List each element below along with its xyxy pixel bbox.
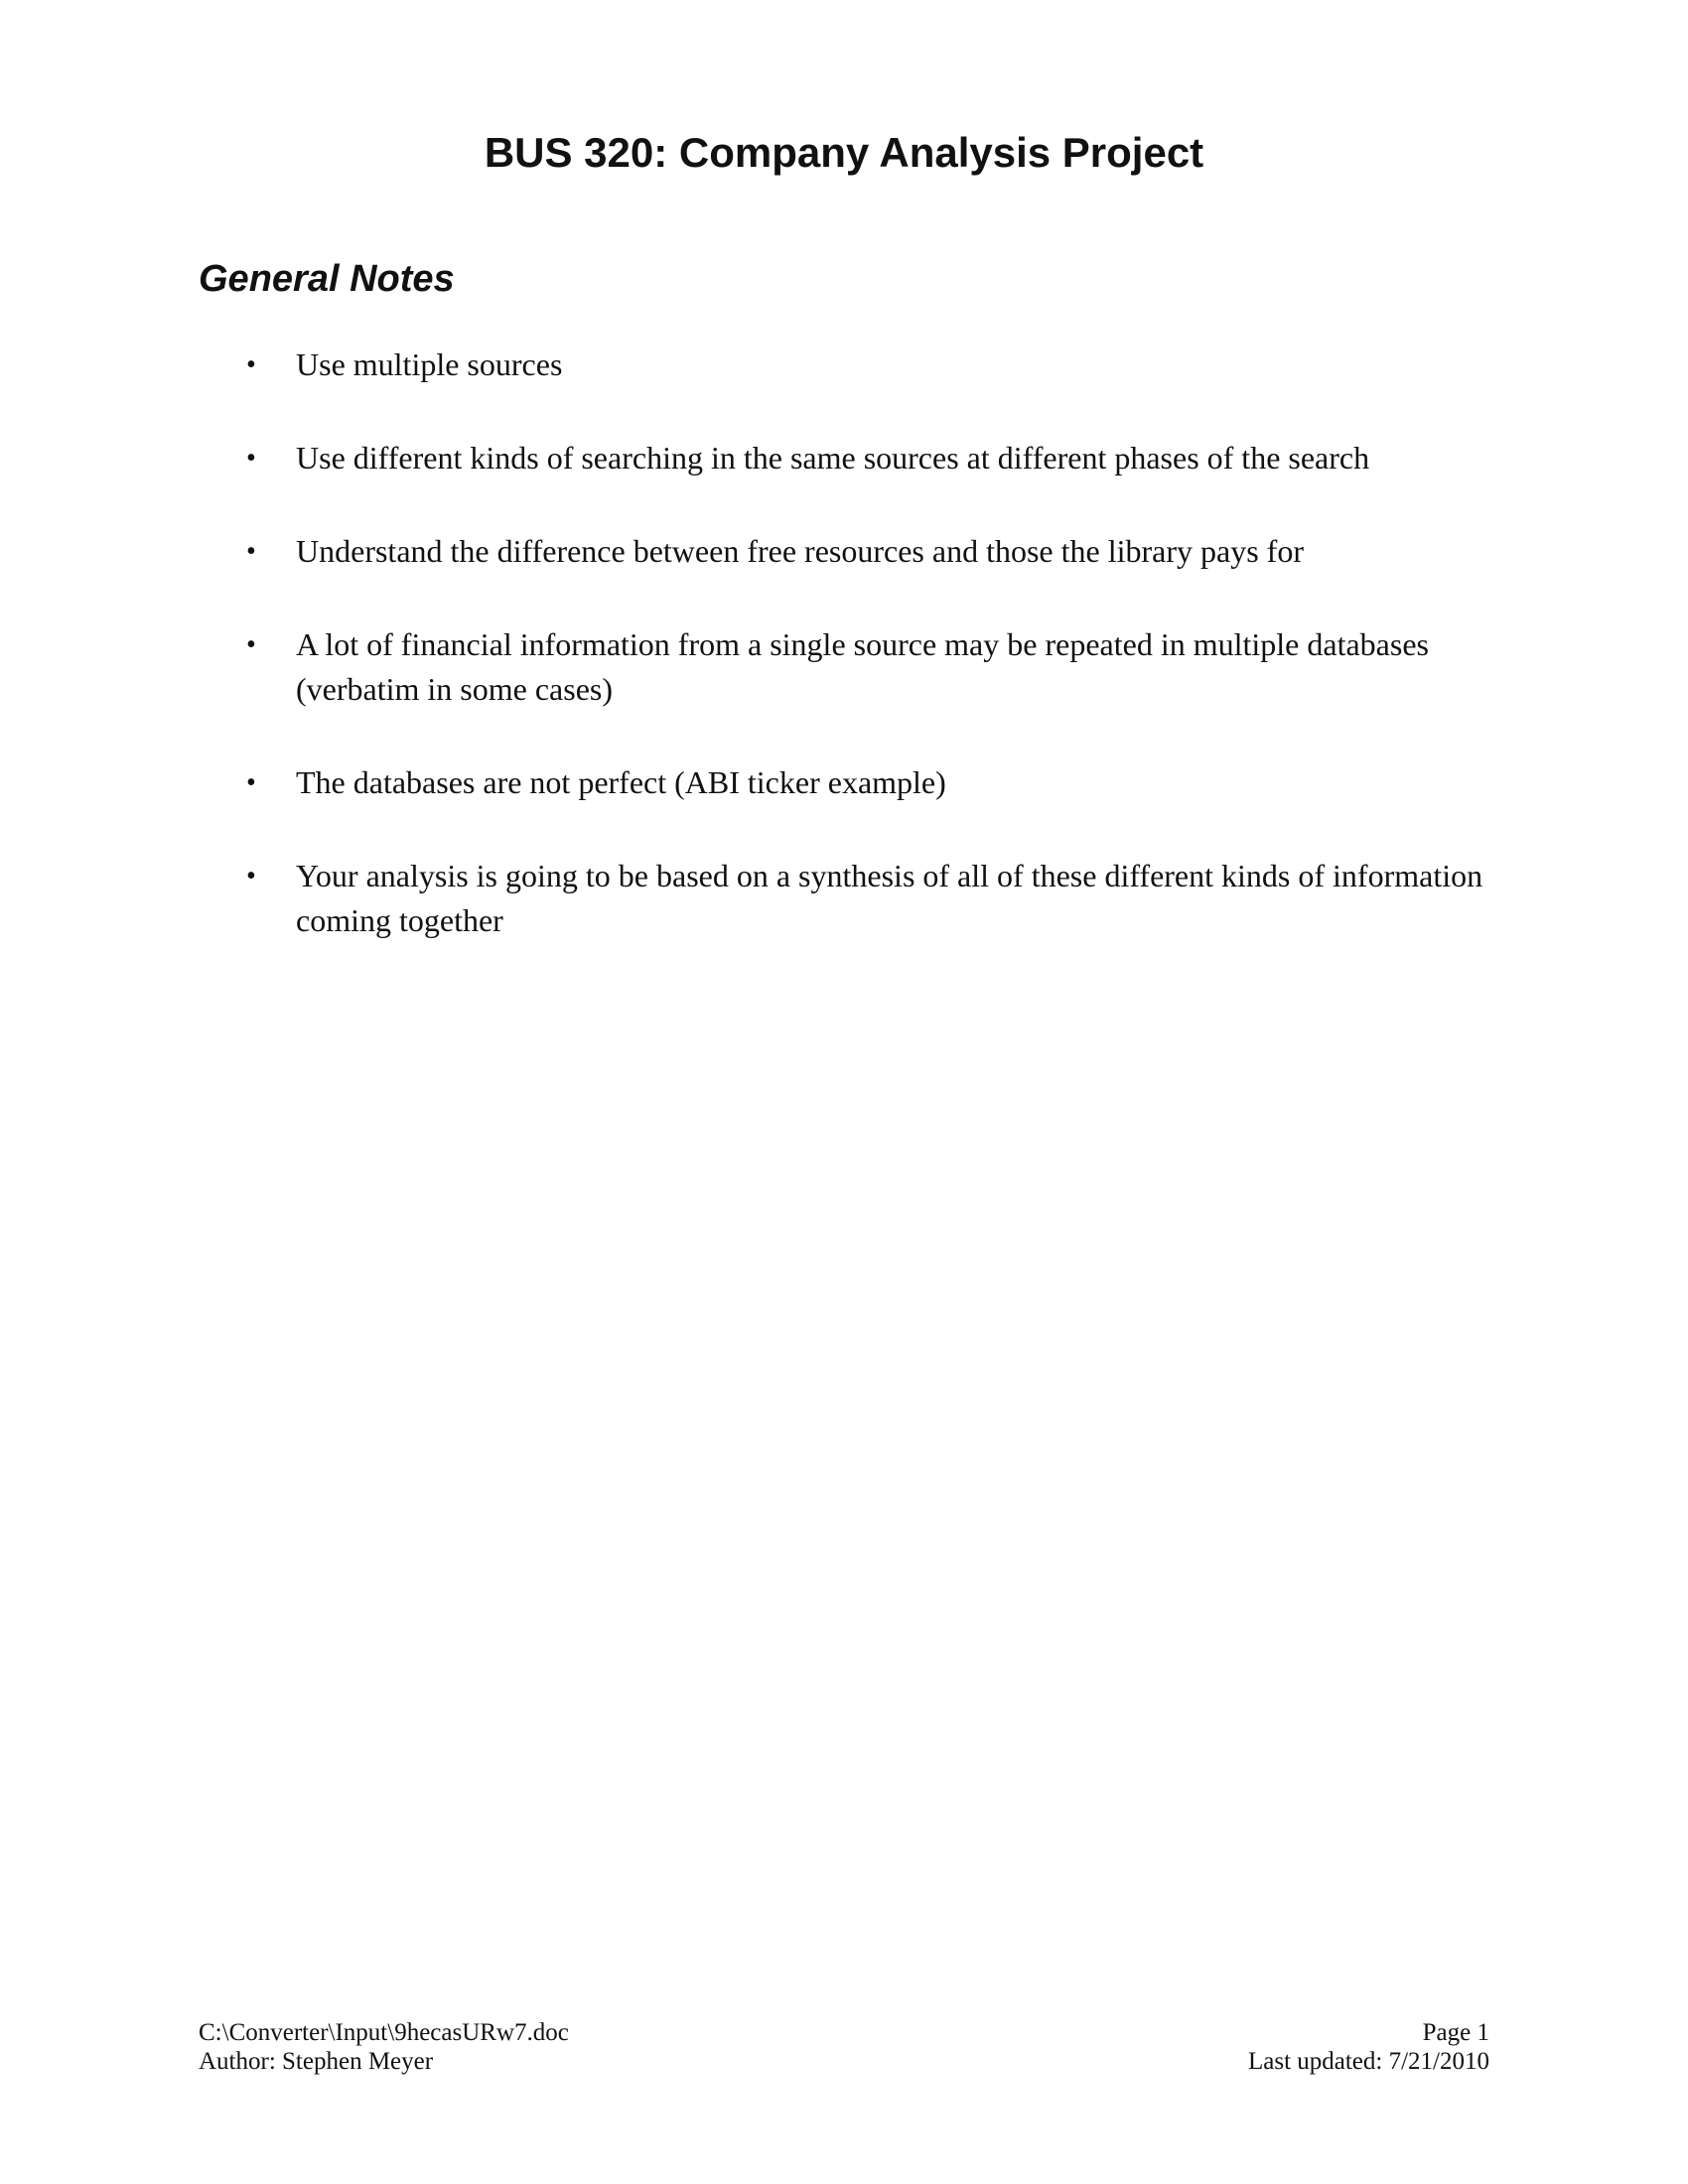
bullet-icon: • [246, 767, 256, 798]
note-text: Use multiple sources [296, 346, 563, 382]
note-text: The databases are not perfect (ABI ticker example) [296, 764, 946, 800]
note-text: A lot of financial information from a single source may be repeated in multiple databases (verbatim in some cases) [296, 626, 1429, 707]
bullet-icon: • [246, 349, 256, 380]
note-text: Understand the difference between free resources and those the library pays for [296, 533, 1304, 569]
footer-file-path: C:\Converter\Input\9hecasURw7.doc [199, 2019, 569, 2046]
list-item [0, 342, 1688, 387]
bullet-icon: • [246, 861, 256, 891]
bullet-icon: • [246, 536, 256, 567]
general-notes-list [0, 342, 1688, 992]
footer-page-number: Page 1 [1422, 2019, 1489, 2046]
footer-author: Author: Stephen Meyer [199, 2048, 434, 2075]
list-item [0, 436, 1688, 480]
list-item [0, 760, 1688, 805]
bullet-icon: • [246, 629, 256, 660]
section-heading: General Notes [199, 258, 455, 300]
list-item [0, 622, 1688, 712]
footer-last-updated: Last updated: 7/21/2010 [1247, 2048, 1489, 2075]
bullet-icon: • [246, 443, 256, 474]
footer-left [199, 2018, 569, 2076]
footer-right [1248, 2018, 1489, 2076]
note-text: Your analysis is going to be based on a synthesis of all of these different kinds of information coming together [296, 858, 1483, 938]
list-item [0, 529, 1688, 574]
document-title: BUS 320: Company Analysis Project [484, 129, 1204, 176]
note-text: Use different kinds of searching in the same sources at different phases of the search [296, 440, 1370, 476]
list-item [0, 854, 1688, 943]
